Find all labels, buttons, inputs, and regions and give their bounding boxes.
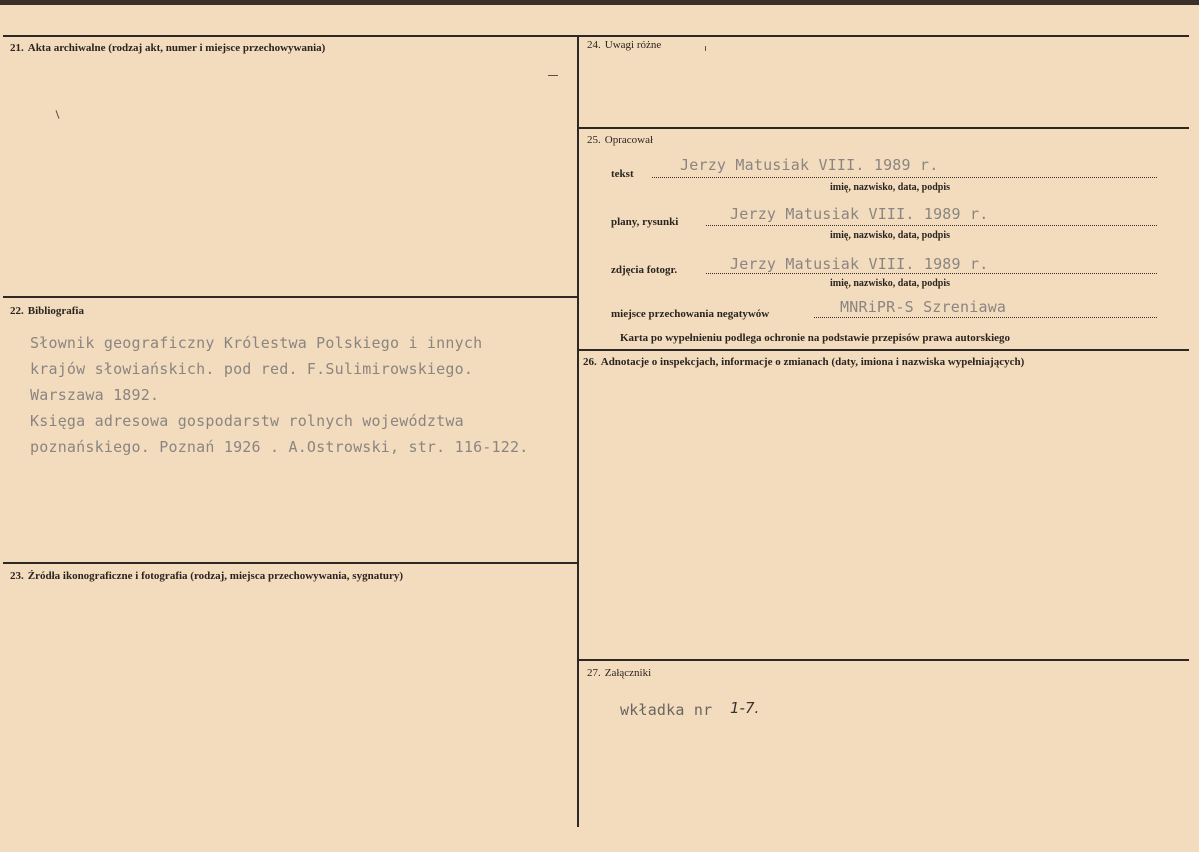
tekst-field-line [652, 176, 1157, 178]
plany-caption: imię, nazwisko, data, podpis [830, 230, 951, 241]
pen-mark [55, 110, 59, 119]
section-23-number: 23. [10, 570, 24, 582]
center-divider [577, 35, 579, 827]
bibliography-line: krajów słowiańskich. pod red. F.Sulimirowskiego. [30, 360, 474, 378]
section-21-title: Akta archiwalne (rodzaj akt, numer i miejsce przechowywania) [27, 42, 326, 54]
copyright-notice: Karta po wypełnieniu podlega ochronie na podstawie przepisów prawa autorskiego [620, 332, 1011, 344]
section-26-title: Adnotacje o inspekcjach, informacje o zmianach (daty, imiona i nazwiska wypełniających) [600, 356, 1025, 368]
bibliography-line: Księga adresowa gospodarstw rolnych województwa [30, 412, 464, 430]
bibliography-line: poznańskiego. Poznań 1926 . A.Ostrowski, str. 116-122. [30, 438, 529, 456]
card-top-edge [0, 0, 1199, 5]
plany-label: plany, rysunki [611, 216, 679, 228]
section-24-label [587, 39, 661, 51]
zdjecia-label: zdjęcia fotogr. [611, 264, 678, 276]
section-27-number: 27. [587, 667, 601, 679]
plany-value: Jerzy Matusiak VIII. 1989 r. [730, 205, 989, 223]
rule-26-27 [578, 659, 1189, 661]
miejsce-field-line [814, 316, 1157, 318]
section-27-label [587, 667, 651, 679]
section-21-label [10, 42, 325, 54]
plany-field-line [706, 224, 1157, 226]
section-23-label [10, 570, 403, 582]
tekst-label: tekst [611, 168, 634, 180]
pen-mark [705, 46, 706, 51]
section-22-label [10, 305, 84, 317]
zdjecia-value: Jerzy Matusiak VIII. 1989 r. [730, 255, 989, 273]
section-26-label [583, 356, 1024, 368]
section-21-number: 21. [10, 42, 24, 54]
section-25-number: 25. [587, 134, 601, 146]
section-24-number: 24. [587, 39, 601, 51]
zdjecia-caption: imię, nazwisko, data, podpis [830, 278, 951, 289]
rule-22-23 [3, 562, 578, 564]
bibliography-line: Słownik geograficzny Królestwa Polskiego i innych [30, 334, 483, 352]
rule-24-25 [578, 127, 1189, 129]
bibliography-line: Warszawa 1892. [30, 386, 160, 404]
rule-25-26 [578, 349, 1189, 351]
pen-mark [548, 75, 558, 76]
miejsce-label: miejsce przechowania negatywów [611, 308, 770, 320]
section-27-title: Załączniki [604, 667, 652, 679]
attachment-label: wkładka nr [620, 701, 713, 719]
tekst-value: Jerzy Matusiak VIII. 1989 r. [680, 156, 939, 174]
section-22-title: Bibliografia [27, 305, 84, 317]
section-26-number: 26. [583, 356, 597, 368]
section-23-title: Źródła ikonograficzne i fotografia (rodzaj, miejsca przechowywania, sygnatury) [27, 570, 404, 582]
rule-21-22 [3, 296, 578, 298]
miejsce-value: MNRiPR-S Szreniawa [840, 298, 1007, 316]
top-rule [3, 35, 1189, 37]
section-25-title: Opracował [604, 134, 654, 146]
section-25-label [587, 134, 653, 146]
attachment-handwritten-number: 1-7. [730, 699, 760, 717]
section-24-title: Uwagi różne [604, 39, 662, 51]
tekst-caption: imię, nazwisko, data, podpis [830, 182, 951, 193]
section-22-number: 22. [10, 305, 24, 317]
